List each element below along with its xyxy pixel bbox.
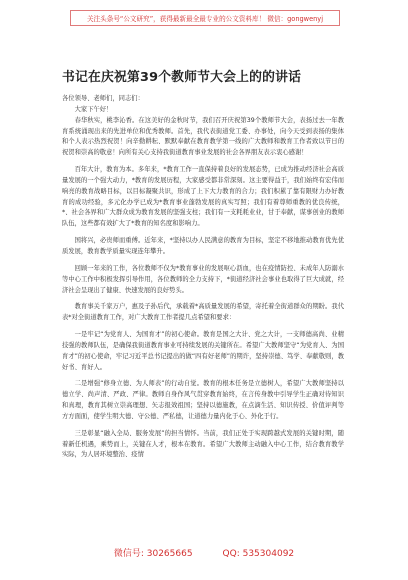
body-paragraph: 国将兴，必贵师而重傅。近年来，*坚持以办人民满意的教育为目标，坚定不移地推动教育优先优质发展，教育教学质量实现连年攀升。 (62, 237, 344, 255)
footer-wechat: 微信号: 30265665 (113, 549, 193, 559)
body-paragraph: 三是彰显“融入全局、服务发展”的担当情怀。当前，我们正处于实现跨越式发展的关键时期，随着新任机遇，乘势而上，关键在人才，根本在教育。希望广大教师主动融入中心工作，结合教育教学实际，为人居环境整治、疫情 (62, 429, 344, 459)
page-title: 书记在庆祝第39个教师节大会上的的讲话 (62, 70, 302, 85)
greeting-paragraph: 大家下午好！ (74, 105, 113, 113)
footer-qq: QQ: 535304092 (222, 549, 295, 559)
body-paragraph: 一是牢记“为党育人、为国育才”的初心使命。教育是国之大计、党之大计，一支师德高尚、业精技强的教师队伍，是确保我街道教育事业可持续发展的关键所在。希望广大教师坚守“为党育人、为国育才”的初心使命，牢记习近平总书记提出的做“四有好老师”的期许，坚持崇德、笃学、奉献敬则，教好书、育好人。 (62, 331, 344, 371)
body-paragraph: 百年大计，教育为本。多年来，*教育工作一直保持着良好的发展态势，已成为推动经济社会高质量发展的一个强大动力，*教育的发展历程，大家感受都非常深刻。这主要得益于，我们始终有宏伟而响亮的教育战略目标，以目标凝聚共识，形成了上下大力教育的合力；我们积累了靠有限财力办好教育的成功经验，多元化办学已成为*教育事业蓬勃发展的真实写照；我们有着尊师重教的优良传统，*、社会各界和广大群众成为教育发展的坚强支柱；我们有一支耗耗业业，甘于奉献，谋事创业的教师队伍，这些都有效扩大了*教育的知名度和影响力。 (62, 166, 344, 228)
body-paragraph: 春华秋实，桃李沁香。在这美好的金秋时节，我们召开庆祝第39个教师节大会，表扬过去一年教育系统涌现出来的先进单位和优秀教师。首先，我代表街道党工委、办事处，向今天受到表扬的集体和个人表示热烈祝贺！向辛勤耕耘、默默奉献在教育教学第一线的广大教师和教育工作者致以节日的祝贺和崇高的敬意！向所有关心支持我街道教育事业发展的社会各界朋友表示衷心感谢！ (62, 116, 344, 157)
body-paragraph: 教育事关千家万户，惠及子孙后代，承载着*高质量发展的希望，寄托着全街道群众的期盼。我代表*对全街道教育工作，对广大教育工作者提几点希望和要求： (62, 303, 344, 322)
footer-contact (0, 546, 408, 559)
header-banner: 关注头条号“公文研究”，获得最新最全最专业的公文资料库！ 微信：gongwenyj (70, 10, 340, 26)
salutation-paragraph: 各位领导、老师们，同志们： (62, 95, 144, 102)
body-paragraph: 回顾一年来的工作，各位教师不仅为*教育事业的发展呕心沥血，也在疫情防控、未成年人防溺水等中心工作中积极发挥引导作用，各位教师的全力支持下，*街道经济社会事业也取得了巨大成就，经济社会呈现出了健康、快速发展的良好势头。 (62, 264, 344, 294)
speech-body (62, 94, 344, 467)
body-paragraph: 二是增强“修身立德、为人师表”的行动自觉。教育的根本任务是立德树人，希望广大教师坚持以德立学、尚声清、严政、严律。教师自身作风气贯穿教育始终，在言传身教中引导学生正确对待知识和真理，教育其树立崇高理想、矢志报效祖国；坚持以德施教，在点滴生活、知识传授、价值评判等方方面面，使学生明大德、守公德、严私德，让道德力量内化于心、外化于行。 (62, 380, 344, 420)
